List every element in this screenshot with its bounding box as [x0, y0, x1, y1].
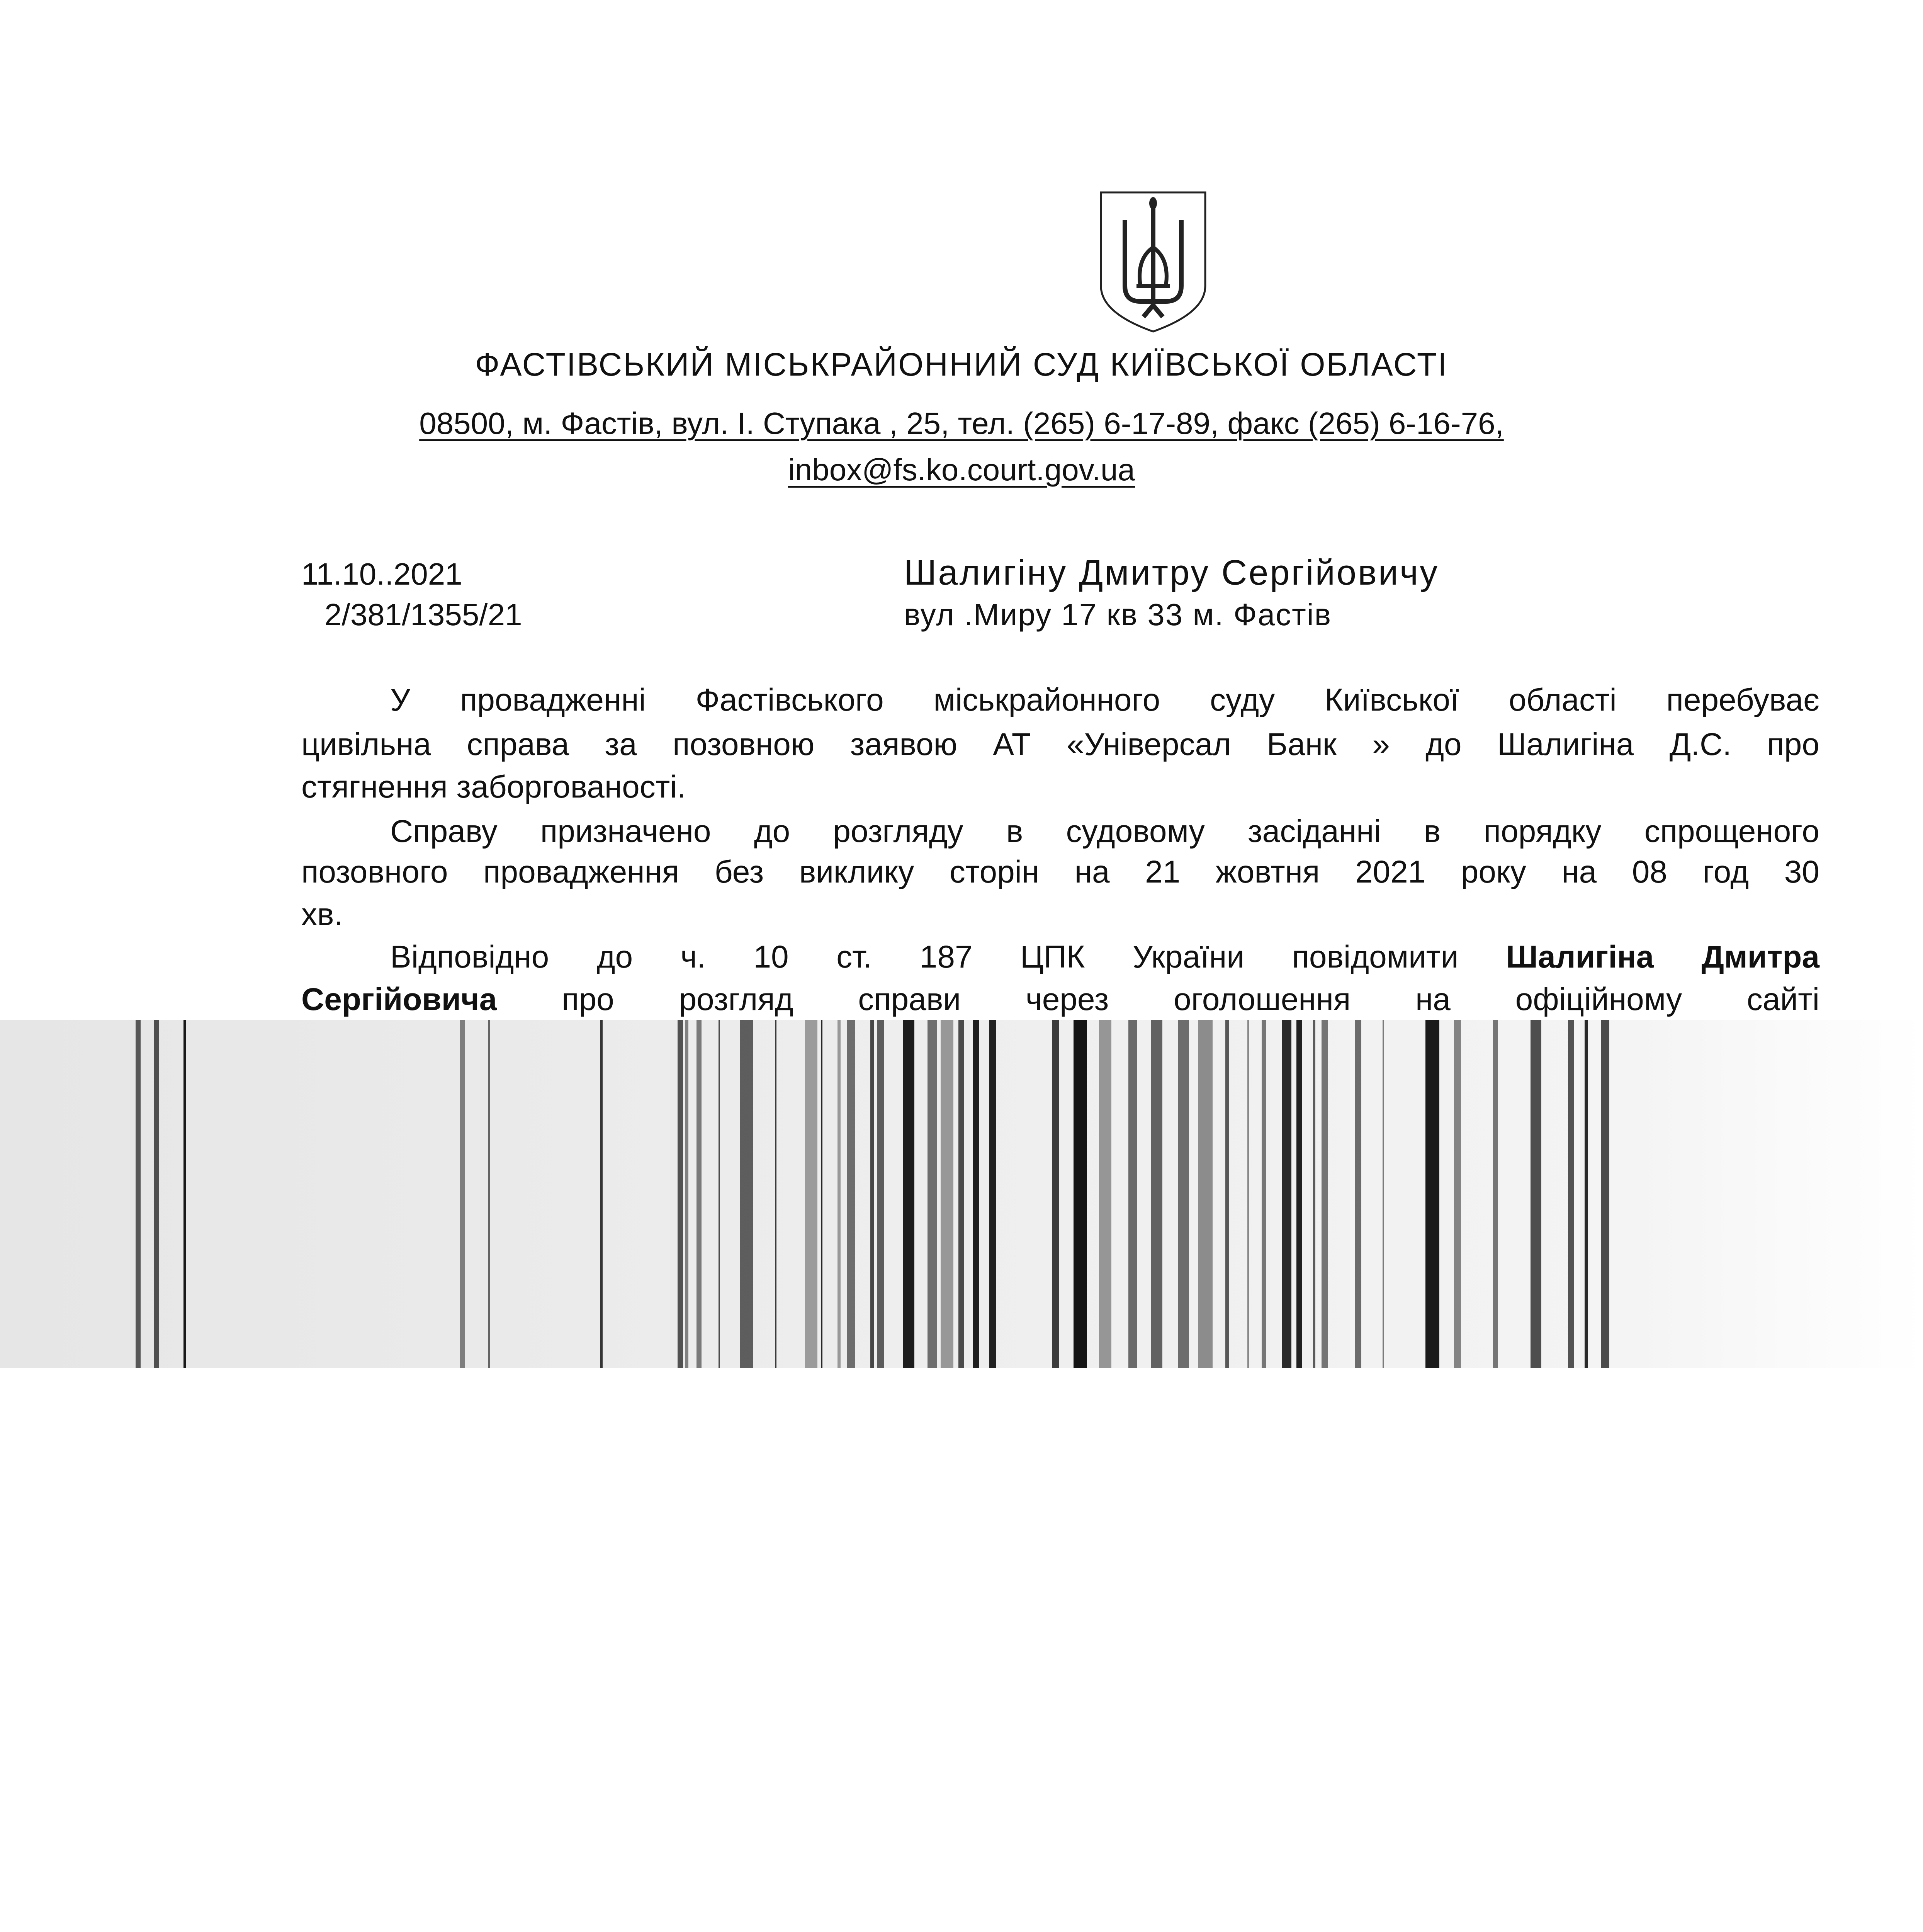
- streak-bar: [1282, 1020, 1291, 1368]
- streak-bar: [1225, 1020, 1229, 1368]
- streak-bar: [941, 1020, 953, 1368]
- streak-bar: [903, 1020, 914, 1368]
- streak-bar: [460, 1020, 465, 1368]
- streak-bar: [1568, 1020, 1574, 1368]
- streak-bar: [1493, 1020, 1498, 1368]
- streak-bar: [136, 1020, 141, 1368]
- streak-bar: [1355, 1020, 1361, 1368]
- streak-bar: [870, 1020, 874, 1368]
- streak-bar: [989, 1020, 996, 1368]
- streak-bar: [1074, 1020, 1087, 1368]
- streak-bar: [1531, 1020, 1541, 1368]
- streak-bar: [1262, 1020, 1266, 1368]
- streak-bar: [1601, 1020, 1609, 1368]
- streak-bar: [154, 1020, 159, 1368]
- paragraph-3-line-2: Сергійовича про розгляд справи через оголошення на офіційному сайті: [301, 982, 1819, 1017]
- trident-emblem-icon: [1098, 189, 1208, 335]
- streak-bar: [837, 1020, 841, 1368]
- streak-bar: [928, 1020, 937, 1368]
- streak-bar: [821, 1020, 822, 1368]
- streak-bar: [488, 1020, 490, 1368]
- paragraph-1-line-1: У провадженні Фастівського міськрайонного суду Київської області перебуває: [390, 682, 1819, 718]
- court-email: inbox@fs.ko.court.gov.ua: [788, 452, 1135, 487]
- streak-bar: [1313, 1020, 1315, 1368]
- streak-bar: [1128, 1020, 1137, 1368]
- streak-bar: [973, 1020, 979, 1368]
- case-number: 2/381/1355/21: [324, 597, 522, 632]
- streak-bar: [1247, 1020, 1249, 1368]
- streak-bar: [805, 1020, 817, 1368]
- streak-bar: [1454, 1020, 1461, 1368]
- streak-bar: [1151, 1020, 1162, 1368]
- recipient-address: вул .Миру 17 кв 33 м. Фастів: [904, 597, 1332, 632]
- streak-bar: [740, 1020, 753, 1368]
- recipient-name: Шалигіну Дмитру Сергійовичу: [904, 553, 1439, 592]
- streak-bar: [1099, 1020, 1111, 1368]
- streak-bar: [1585, 1020, 1588, 1368]
- streak-bar: [1198, 1020, 1213, 1368]
- streak-bar: [678, 1020, 683, 1368]
- streak-bar: [1178, 1020, 1189, 1368]
- paragraph-1-line-2: цивільна справа за позовною заявою АТ «Універсал Банк » до Шалигіна Д.С. про: [301, 727, 1819, 762]
- streak-bar: [847, 1020, 855, 1368]
- paragraph-1-line-3: стягнення заборгованості.: [301, 769, 686, 804]
- streak-bar: [775, 1020, 776, 1368]
- streak-bar: [1052, 1020, 1059, 1368]
- streak-bar: [719, 1020, 720, 1368]
- streak-bar: [877, 1020, 884, 1368]
- streak-bar: [696, 1020, 702, 1368]
- letter-date: 11.10..2021: [301, 557, 462, 591]
- court-name: ФАСТІВСЬКИЙ МІСЬКРАЙОННИЙ СУД КИЇВСЬКОЇ ОБЛАСТІ: [475, 346, 1448, 383]
- streak-bar: [183, 1020, 186, 1368]
- paragraph-2-line-2: позовного провадження без виклику сторін на 21 жовтня 2021 року на 08 год 30: [301, 854, 1819, 889]
- scan-streak-artifact: [0, 1020, 1923, 1368]
- streak-bar: [958, 1020, 964, 1368]
- streak-bar: [1322, 1020, 1328, 1368]
- streak-bar: [1296, 1020, 1302, 1368]
- paragraph-2-line-1: Справу призначено до розгляду в судовому засіданні в порядку спрощеного: [390, 814, 1819, 849]
- streak-bar: [1425, 1020, 1439, 1368]
- court-address-line: 08500, м. Фастів, вул. І. Ступака , 25, тел. (265) 6-17-89, факс (265) 6-16-76,: [419, 406, 1504, 440]
- streak-bar: [600, 1020, 603, 1368]
- paragraph-3-line-1: Відповідно до ч. 10 ст. 187 ЦПК України повідомити Шалигіна Дмитра: [390, 939, 1819, 975]
- paragraph-2-line-3: хв.: [301, 897, 343, 932]
- streak-bar: [1383, 1020, 1384, 1368]
- streak-bar: [685, 1020, 688, 1368]
